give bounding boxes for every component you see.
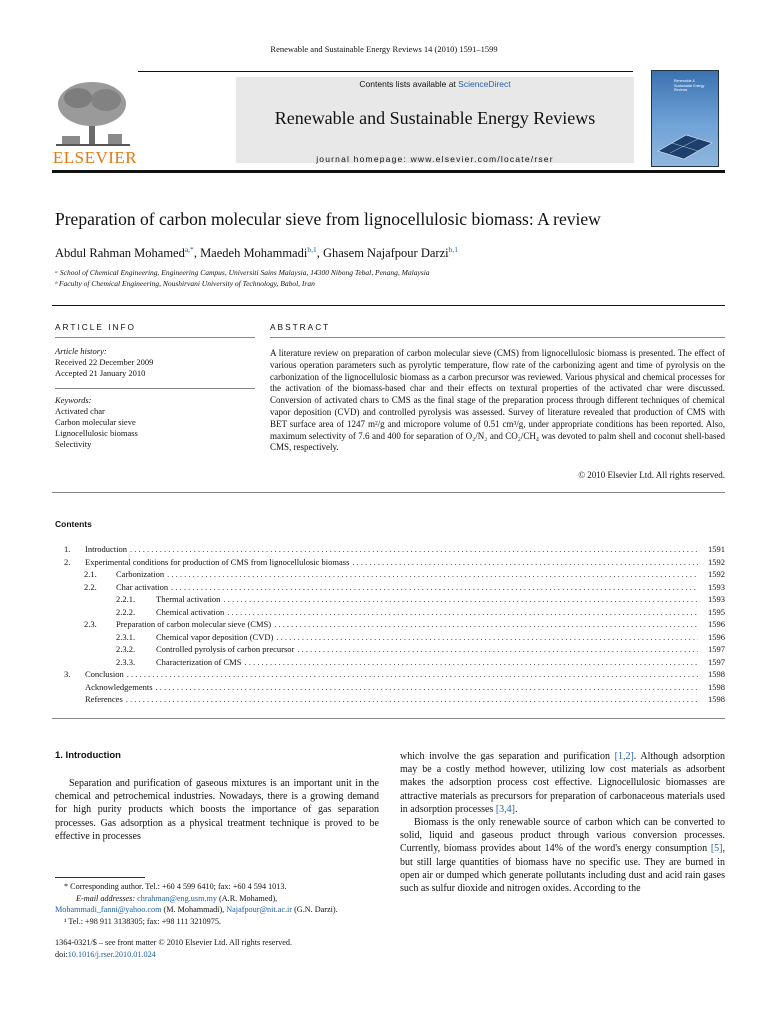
cover-title: Renewable & Sustainable Energy Reviews xyxy=(674,79,705,93)
toc-leader-dots xyxy=(274,619,698,629)
email-addresses-cont: Mohammadi_fanni@yahoo.com (M. Mohammadi), Najafpour@nit.ac.ir (G.N. Darzi). xyxy=(55,905,338,914)
sciencedirect-link[interactable]: ScienceDirect xyxy=(458,79,511,89)
paper-title: Preparation of carbon molecular sieve from lignocellulosic biomass: A review xyxy=(55,209,601,229)
toc-entry[interactable] xyxy=(64,619,725,632)
toc-label: Introduction xyxy=(85,544,128,554)
citation-link[interactable]: [3,4] xyxy=(495,803,515,815)
contents-prefix: Contents lists available at xyxy=(359,79,459,89)
toc-number: 2.1. xyxy=(84,569,97,579)
toc-page-number: 1598 xyxy=(708,694,725,704)
introduction-heading: 1. Introduction xyxy=(55,750,121,761)
toc-label: Conclusion xyxy=(85,669,124,679)
masthead-thick-rule xyxy=(52,170,725,173)
toc-page-number: 1592 xyxy=(708,556,725,567)
journal-cover-thumbnail[interactable] xyxy=(651,70,719,167)
abstract-text: A literature review on preparation of carbon molecular sieve (CMS) from lignocellulosic biomass is presented. The effect of various operation parameters such as pyrolytic temperature, flow rate of the carbonizing agent and time of pyrolysis on the carbonization of the lignocellulosic biomass as a carbon precursor was reviewed. Various physical and chemical processes for the activation of the biomass-based char and their effects on textural properties of the activated char were discussed. Conversion of activated chars to CMS as the final stage of the preparation process through different techniques of chemical vapor deposition (CVD) and controlled pyrolysis was assessed. Survey of literature revealed that production of CMS with BET surface area of 1247 m²/g and micropore volume of 0.51 cm³/g, under appropriate conditions has been reported. Also, maximum selectivity of 7.6 and 400 for separation of O₂/N₂ and CO₂/CH₄ was devoted to palm shell and coconut shell-based CMS, respectively. xyxy=(270,348,725,453)
author-list: Abdul Rahman Mohamed$^{a,*}$, Maedeh Mohammadi$^{b,1}$, Ghasem Najafpour Darzi$^{b,1}$ xyxy=(55,245,458,261)
section-rule xyxy=(52,305,725,306)
toc-label: Char activation xyxy=(116,581,169,592)
article-info-rule xyxy=(55,388,255,389)
toc-number: 2.2. xyxy=(84,581,97,592)
toc-number: 2.3.1. xyxy=(116,631,136,642)
toc-page-number: 1592 xyxy=(708,569,725,579)
intro-right-column xyxy=(400,750,725,895)
journal-homepage[interactable]: journal homepage: www.elsevier.com/locate/rser xyxy=(316,154,554,164)
keywords-label: Keywords: xyxy=(55,395,92,405)
toc-label: Experimental conditions for production of CMS from lignocellulosic biomass xyxy=(85,556,350,567)
toc-leader-dots xyxy=(223,594,698,604)
toc-page-number: 1591 xyxy=(708,544,725,554)
keyword: Carbon molecular sieve xyxy=(55,417,136,427)
elsevier-wordmark: ELSEVIER xyxy=(52,148,138,167)
email-link[interactable]: Najafpour@nit.ac.ir xyxy=(226,905,293,914)
toc-leader-dots xyxy=(227,607,698,617)
toc-entry[interactable] xyxy=(64,607,725,620)
footnote-1: ¹ Tel.: +98 911 3138305; fax: +98 111 3210975. xyxy=(64,916,221,926)
toc-page-number: 1597 xyxy=(708,644,725,654)
toc-entry[interactable] xyxy=(64,682,725,695)
toc-entry[interactable] xyxy=(64,582,725,595)
solar-panel-icon xyxy=(656,121,714,161)
toc-leader-dots xyxy=(156,682,698,692)
toc-number: 3. xyxy=(64,669,71,679)
affiliation-a: ᵃ School of Chemical Engineering, Engineering Campus, Universiti Sains Malaysia, 14300 Nibong Tebal, Penang, Malaysia xyxy=(55,268,430,277)
toc-label: Acknowledgements xyxy=(85,681,153,692)
section-rule xyxy=(52,492,725,493)
toc-leader-dots xyxy=(297,644,698,654)
abstract-copyright: © 2010 Elsevier Ltd. All rights reserved. xyxy=(578,470,725,480)
toc-leader-dots xyxy=(130,544,698,554)
article-info-rule xyxy=(55,337,255,338)
citation-link[interactable]: [5] xyxy=(710,843,723,855)
doi-line: doi:10.1016/j.rser.2010.01.024 xyxy=(55,949,156,959)
toc-leader-dots xyxy=(127,669,698,679)
toc-entry[interactable] xyxy=(64,644,725,657)
journal-citation: Renewable and Sustainable Energy Reviews 14 (2010) 1591–1599 xyxy=(270,44,498,54)
toc-label: Carbonization xyxy=(116,569,165,579)
received-date: Received 22 December 2009 xyxy=(55,357,154,367)
citation-link[interactable]: [1,2] xyxy=(614,751,634,762)
toc-page-number: 1593 xyxy=(708,594,725,604)
toc-page-number: 1596 xyxy=(708,631,725,642)
toc-label: Controlled pyrolysis of carbon precursor xyxy=(156,644,295,654)
email-addresses: E-mail addresses: chrahman@eng.usm.my (A.R. Mohamed), xyxy=(76,893,278,903)
author-affiliation-mark[interactable]: b,1 xyxy=(307,245,317,254)
intro-left-paragraph: Separation and purification of gaseous mixtures is an important unit in the chemical and petrochemical industries. Nowadays, there is a growing demand for high purity products which boosts the importance of gas separation processes. Gas adsorption as a physical treatment technique is proved to be effective in processes xyxy=(55,778,379,842)
toc-leader-dots xyxy=(126,694,698,704)
abstract-rule xyxy=(270,337,725,338)
keyword: Activated char xyxy=(55,406,105,416)
section-rule xyxy=(52,718,725,719)
toc-page-number: 1598 xyxy=(708,669,725,679)
toc-page-number: 1593 xyxy=(708,581,725,592)
toc-leader-dots xyxy=(167,569,698,579)
toc-number: 2.3. xyxy=(84,619,97,629)
toc-leader-dots xyxy=(244,657,698,667)
contents-heading: Contents xyxy=(55,519,92,529)
toc-page-number: 1595 xyxy=(708,606,725,617)
toc-number: 2.3.3. xyxy=(116,656,136,667)
toc-entry[interactable] xyxy=(64,657,725,670)
toc-label: Chemical vapor deposition (CVD) xyxy=(156,631,274,642)
author-affiliation-mark[interactable]: b,1 xyxy=(448,245,458,254)
intro-right-paragraph-1: which involve the gas separation and purification [1,2]. Although adsorption may be a costly method however, utilizing low cost materials as adsorbent makes the adsorption process cost effective. Lignocellulosic biomasses are attractive materials as precursors for preparation of carbonaceous materials used in adsorption processes [3,4]. xyxy=(400,751,725,815)
doi-link[interactable]: 10.1016/j.rser.2010.01.024 xyxy=(67,949,156,959)
keyword: Selectivity xyxy=(55,439,92,449)
affiliation-b: ᵇ Faculty of Chemical Engineering, Noushirvani University of Technology, Babol, Iran xyxy=(55,279,315,288)
toc-entry[interactable] xyxy=(64,669,725,682)
footnote-rule xyxy=(55,877,145,878)
intro-right-paragraph-2: Biomass is the only renewable source of carbon which can be converted to solid, liquid and gaseous product through various conversion processes. Currently, biomass provides about 14% of the word's energy consumption [5], but still large quantities of biomass have no specific use. They are burned in open air or dumped which generate pollutants including dust and acid rain gases such as sulfur dioxide and nitrogen oxides. According to the xyxy=(400,817,725,895)
toc-number: 1. xyxy=(64,544,71,554)
toc-entry[interactable] xyxy=(64,594,725,607)
toc-label: Preparation of carbon molecular sieve (CMS) xyxy=(116,619,272,629)
toc-page-number: 1596 xyxy=(708,619,725,629)
toc-number: 2.2.2. xyxy=(116,606,136,617)
toc-page-number: 1598 xyxy=(708,681,725,692)
toc-page-number: 1597 xyxy=(708,656,725,667)
article-info-heading: ARTICLE INFO xyxy=(55,322,137,332)
toc-label: References xyxy=(85,694,123,704)
abstract-heading: ABSTRACT xyxy=(270,322,331,332)
toc-entry[interactable] xyxy=(64,544,725,557)
bottom-info xyxy=(55,937,455,960)
corresponding-author-note: * Corresponding author. Tel.: +60 4 599 6410; fax: +60 4 594 1013. xyxy=(64,882,287,891)
contents-available-line xyxy=(236,79,634,89)
accepted-date: Accepted 21 January 2010 xyxy=(55,368,146,378)
toc-entry[interactable] xyxy=(64,632,725,645)
toc-label: Characterization of CMS xyxy=(156,656,242,667)
issn-line: 1364-0321/$ – see front matter © 2010 Elsevier Ltd. All rights reserved. xyxy=(55,938,293,947)
toc-entry[interactable] xyxy=(64,557,725,570)
toc-leader-dots xyxy=(352,557,698,567)
author-name: Maedeh Mohammadi xyxy=(200,246,308,261)
journal-name: Renewable and Sustainable Energy Reviews xyxy=(274,108,596,128)
toc-label: Thermal activation xyxy=(156,594,221,604)
toc-entry[interactable] xyxy=(64,694,725,707)
toc-number: 2. xyxy=(64,556,71,567)
author-name: Ghasem Najafpour Darzi xyxy=(322,246,449,261)
footnotes xyxy=(55,881,384,927)
toc-number: 2.3.2. xyxy=(116,644,136,654)
toc-leader-dots xyxy=(276,632,698,642)
keyword: Lignocellulosic biomass xyxy=(55,428,138,438)
email-link[interactable]: Mohammadi_fanni@yahoo.com xyxy=(55,905,162,914)
header-rule xyxy=(138,71,633,72)
history-label: Article history: xyxy=(55,346,107,356)
author-name: Abdul Rahman Mohamed xyxy=(55,246,185,261)
toc-label: Chemical activation xyxy=(156,606,225,617)
email-link[interactable]: chrahman@eng.usm.my xyxy=(137,893,217,903)
toc-number: 2.2.1. xyxy=(116,594,136,604)
author-affiliation-mark[interactable]: a,* xyxy=(184,245,194,254)
toc-entry[interactable] xyxy=(64,569,725,582)
toc-leader-dots xyxy=(171,582,698,592)
